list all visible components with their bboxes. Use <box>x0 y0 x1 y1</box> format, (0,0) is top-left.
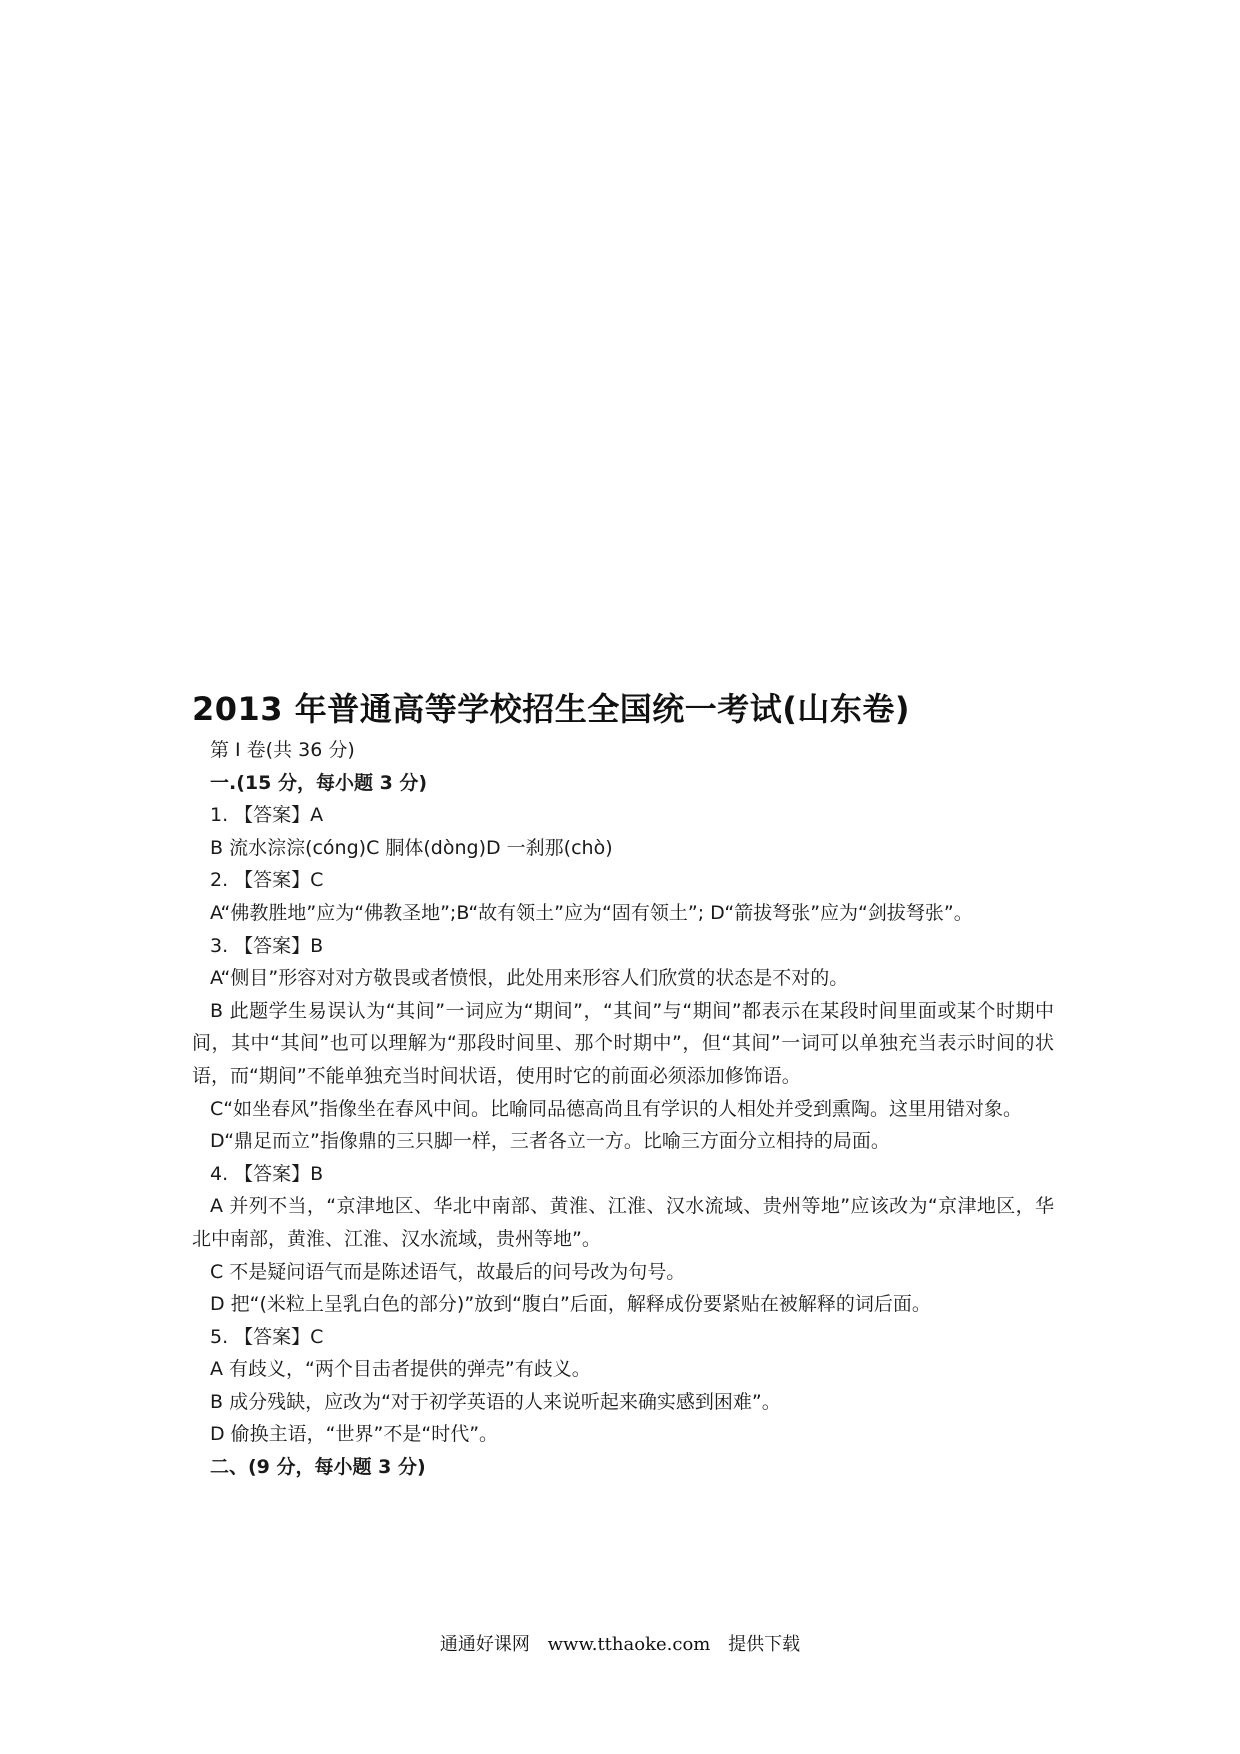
volume-heading: 第 I 卷(共 36 分) <box>210 739 355 761</box>
explanation-4d: D 把“(米粒上呈乳白色的部分)”放到“腹白”后面，解释成份要紧贴在被解释的词后面。 <box>210 1293 931 1316</box>
page-footer <box>0 1630 1240 1656</box>
explanation-2: A“佛教胜地”应为“佛教圣地”;B“故有领土”应为“固有领土”; D“箭拔弩张”应为“剑拔弩张”。 <box>210 901 973 924</box>
explanation-3b: B 此题学生易误认为“其间”一词应为“期间”，“其间”与“期间”都表示在某段时间里面或某个时期中间，其中“其间”也可以理解为“那段时间里、那个时期中”，但“其间”一词可以单独充当表示时间的状语，而“期间”不能单独充当时间状语，使用时它的前面必须添加修饰语。 <box>192 999 1054 1087</box>
answer-5: 5. 【答案】C <box>210 1325 324 1348</box>
footer-note: 提供下载 <box>728 1634 801 1655</box>
page-title: 2013 年普通高等学校招生全国统一考试(山东卷) <box>192 690 910 728</box>
explanation-5a: A 有歧义，“两个目击者提供的弹壳”有歧义。 <box>210 1358 591 1381</box>
answer-1: 1. 【答案】A <box>210 804 324 827</box>
explanation-4c: C 不是疑问语气而是陈述语气，故最后的问号改为句号。 <box>210 1260 686 1283</box>
footer-site-name: 通通好课网 <box>439 1634 530 1655</box>
answer-3: 3. 【答案】B <box>210 934 324 957</box>
explanation-5d: D 偷换主语，“世界”不是“时代”。 <box>210 1423 499 1446</box>
explanation-3c: C“如坐春风”指像坐在春风中间。比喻同品德高尚且有学识的人相处并受到熏陶。这里用错对象。 <box>210 1097 1022 1120</box>
explanation-1: B 流水淙淙(cóng)C 胴体(dòng)D 一刹那(chò) <box>210 836 613 859</box>
explanation-3d: D“鼎足而立”指像鼎的三只脚一样，三者各立一方。比喻三方面分立相持的局面。 <box>210 1130 890 1153</box>
explanation-5b: B 成分残缺，应改为“对于初学英语的人来说听起来确实感到困难”。 <box>210 1390 781 1413</box>
section-heading-2: 二、(9 分，每小题 3 分) <box>210 1456 426 1479</box>
answer-4: 4. 【答案】B <box>210 1162 324 1185</box>
footer-url: www.tthaoke.com <box>547 1634 711 1655</box>
answer-2: 2. 【答案】C <box>210 869 324 892</box>
explanation-4a: A 并列不当，“京津地区、华北中南部、黄淮、江淮、汉水流域、贵州等地”应该改为“京津地区，华北中南部，黄淮、江淮、汉水流域，贵州等地”。 <box>192 1195 1054 1250</box>
section-heading-1: 一.(15 分，每小题 3 分) <box>210 771 428 794</box>
explanation-3a: A“侧目”形容对对方敬畏或者愤恨，此处用来形容人们欣赏的状态是不对的。 <box>210 967 849 990</box>
answer-body <box>192 734 1054 1484</box>
